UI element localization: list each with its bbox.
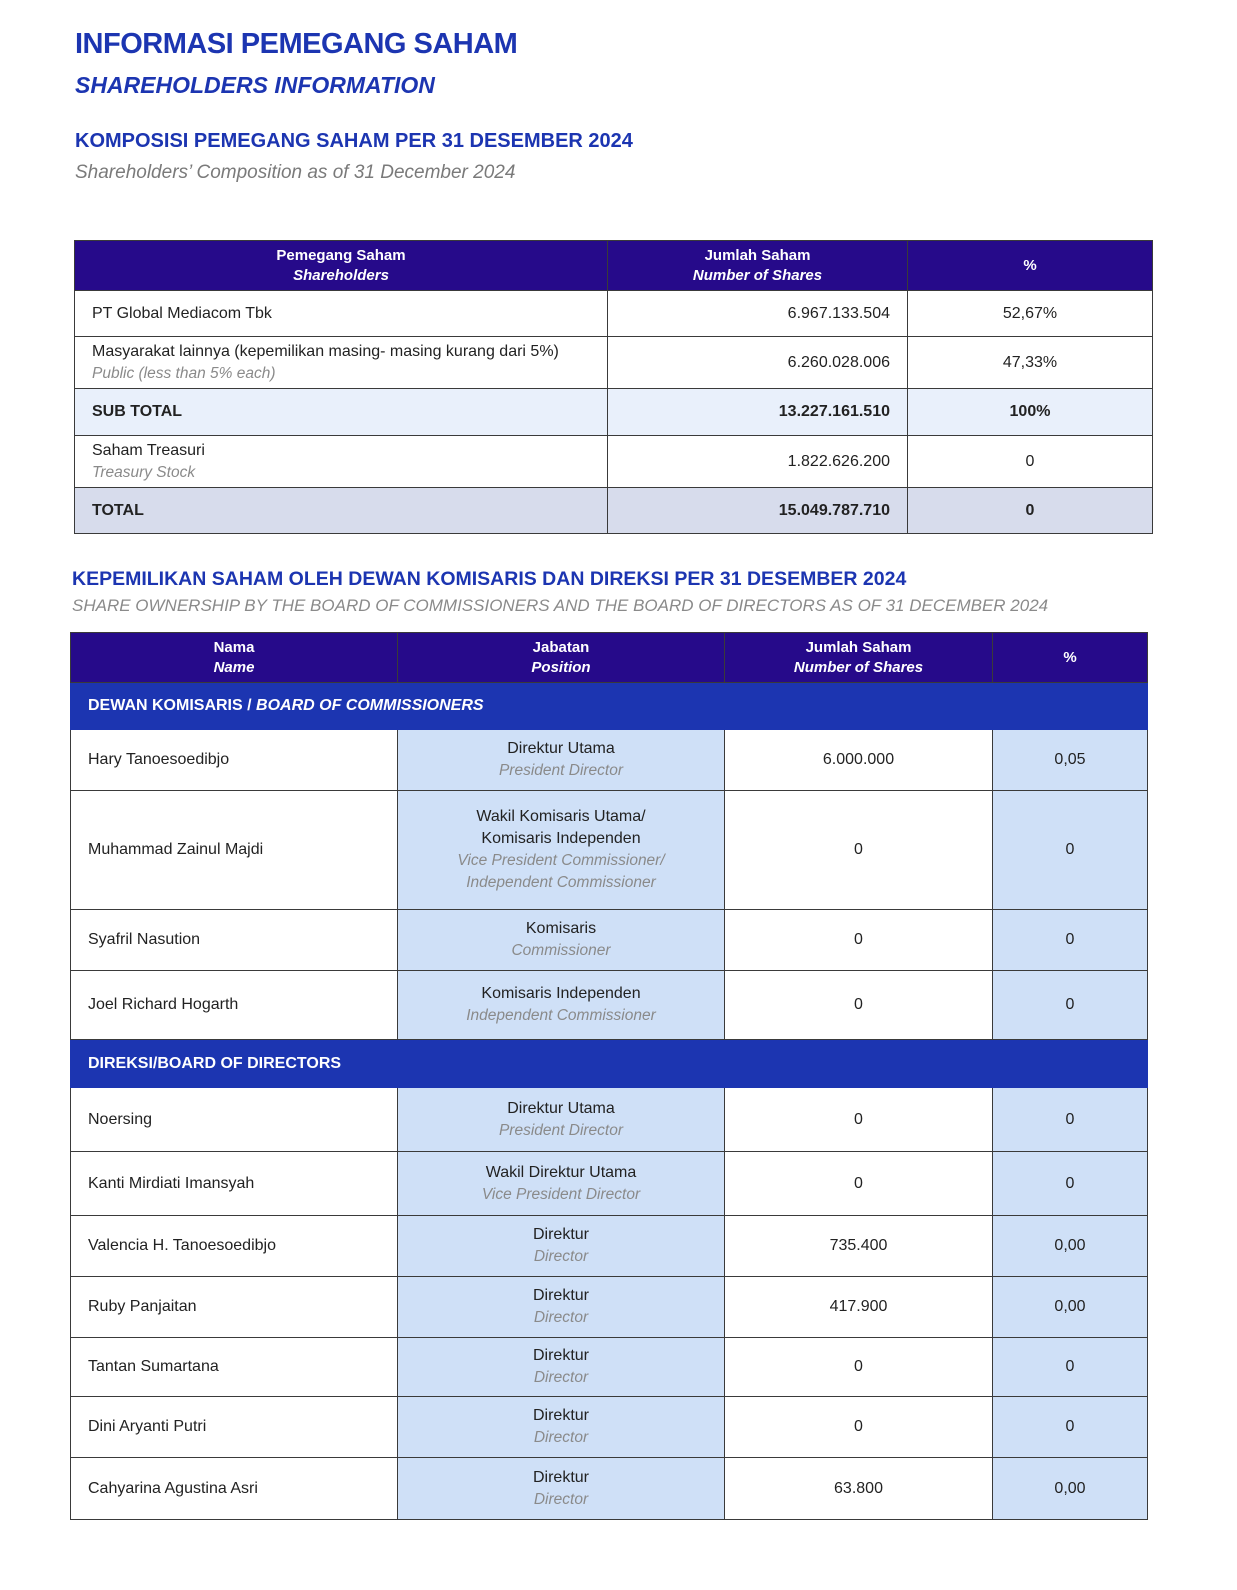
holder-name: PT Global Mediacom Tbk	[75, 291, 608, 337]
person-pct: 0,00	[993, 1458, 1148, 1520]
person-shares: 6.000.000	[725, 730, 993, 791]
composition-table	[74, 240, 1153, 534]
table-row	[71, 1216, 1148, 1277]
person-pct: 0	[993, 1338, 1148, 1397]
col-header-shares: Jumlah Saham Number of Shares	[608, 241, 908, 291]
total-row	[75, 488, 1153, 534]
person-pct: 0	[993, 1152, 1148, 1216]
person-shares: 0	[725, 1152, 993, 1216]
holder-name: Saham Treasuri Treasury Stock	[75, 436, 608, 488]
table-row	[71, 1088, 1148, 1152]
col-header-pct: %	[908, 241, 1153, 291]
holder-shares: 6.260.028.006	[608, 337, 908, 389]
person-name: Muhammad Zainul Majdi	[71, 791, 398, 910]
subtotal-row	[75, 389, 1153, 436]
ownership-subtitle: SHARE OWNERSHIP BY THE BOARD OF COMMISSIONERS AND THE BOARD OF DIRECTORS AS OF 31 DECEMBER 2024	[72, 596, 1049, 615]
table-row	[71, 1397, 1148, 1458]
table-row	[71, 1338, 1148, 1397]
ownership-title: KEPEMILIKAN SAHAM OLEH DEWAN KOMISARIS DAN DIREKSI PER 31 DESEMBER 2024	[72, 568, 907, 590]
person-position: Direktur Director	[398, 1216, 725, 1277]
col-header-holder: Pemegang Saham Shareholders	[75, 241, 608, 291]
page-title: INFORMASI PEMEGANG SAHAM	[75, 28, 518, 60]
holder-shares: 1.822.626.200	[608, 436, 908, 488]
col-header-name: Nama Name	[71, 633, 398, 683]
person-pct: 0	[993, 1088, 1148, 1152]
person-name: Joel Richard Hogarth	[71, 971, 398, 1040]
person-position: Direktur Utama President Director	[398, 1088, 725, 1152]
person-name: Syafril Nasution	[71, 910, 398, 971]
person-position: Direktur Utama President Director	[398, 730, 725, 791]
holder-pct: 100%	[908, 389, 1153, 436]
person-pct: 0	[993, 971, 1148, 1040]
page-subtitle: SHAREHOLDERS INFORMATION	[75, 72, 435, 98]
holder-shares: 13.227.161.510	[608, 389, 908, 436]
table-row	[71, 971, 1148, 1040]
person-name: Tantan Sumartana	[71, 1338, 398, 1397]
holder-pct: 0	[908, 436, 1153, 488]
composition-title: KOMPOSISI PEMEGANG SAHAM PER 31 DESEMBER 2024	[75, 130, 633, 152]
group-row-commissioners	[71, 683, 1148, 730]
person-shares: 0	[725, 910, 993, 971]
person-name: Dini Aryanti Putri	[71, 1397, 398, 1458]
group-row-directors	[71, 1040, 1148, 1088]
person-pct: 0	[993, 1397, 1148, 1458]
person-shares: 0	[725, 1088, 993, 1152]
person-shares: 735.400	[725, 1216, 993, 1277]
group-label: DIREKSI/BOARD OF DIRECTORS	[71, 1040, 1148, 1088]
holder-name: SUB TOTAL	[75, 389, 608, 436]
table-row	[75, 337, 1153, 389]
person-position: Komisaris Independen Independent Commissioner	[398, 971, 725, 1040]
person-position: Wakil Komisaris Utama/ Komisaris Independen Vice President Commissioner/ Independent Commissioner	[398, 791, 725, 910]
holder-shares: 15.049.787.710	[608, 488, 908, 534]
person-shares: 417.900	[725, 1277, 993, 1338]
holder-name: Masyarakat lainnya (kepemilikan masing- masing kurang dari 5%) Public (less than 5% each)	[75, 337, 608, 389]
table-row	[71, 910, 1148, 971]
person-name: Valencia H. Tanoesoedibjo	[71, 1216, 398, 1277]
person-position: Direktur Director	[398, 1397, 725, 1458]
person-shares: 0	[725, 971, 993, 1040]
person-pct: 0,00	[993, 1277, 1148, 1338]
table-row	[71, 730, 1148, 791]
person-position: Wakil Direktur Utama Vice President Director	[398, 1152, 725, 1216]
person-pct: 0,00	[993, 1216, 1148, 1277]
table-row	[71, 791, 1148, 910]
holder-pct: 52,67%	[908, 291, 1153, 337]
holder-name: TOTAL	[75, 488, 608, 534]
person-shares: 0	[725, 1338, 993, 1397]
person-position: Komisaris Commissioner	[398, 910, 725, 971]
col-header-shares: Jumlah Saham Number of Shares	[725, 633, 993, 683]
person-shares: 63.800	[725, 1458, 993, 1520]
person-shares: 0	[725, 791, 993, 910]
person-position: Direktur Director	[398, 1458, 725, 1520]
person-name: Kanti Mirdiati Imansyah	[71, 1152, 398, 1216]
table-row	[75, 291, 1153, 337]
table-row	[75, 436, 1153, 488]
col-header-position: Jabatan Position	[398, 633, 725, 683]
person-position: Direktur Director	[398, 1338, 725, 1397]
group-label: DEWAN KOMISARIS / BOARD OF COMMISSIONERS	[71, 683, 1148, 730]
person-name: Ruby Panjaitan	[71, 1277, 398, 1338]
holder-pct: 0	[908, 488, 1153, 534]
person-shares: 0	[725, 1397, 993, 1458]
holder-shares: 6.967.133.504	[608, 291, 908, 337]
person-pct: 0	[993, 910, 1148, 971]
table-row	[71, 1152, 1148, 1216]
col-header-pct: %	[993, 633, 1148, 683]
person-position: Direktur Director	[398, 1277, 725, 1338]
composition-subtitle: Shareholders’ Composition as of 31 December 2024	[75, 162, 516, 183]
person-pct: 0	[993, 791, 1148, 910]
table-row	[71, 1458, 1148, 1520]
person-name: Cahyarina Agustina Asri	[71, 1458, 398, 1520]
person-pct: 0,05	[993, 730, 1148, 791]
holder-pct: 47,33%	[908, 337, 1153, 389]
ownership-table	[70, 632, 1148, 1520]
person-name: Noersing	[71, 1088, 398, 1152]
table-row	[71, 1277, 1148, 1338]
person-name: Hary Tanoesoedibjo	[71, 730, 398, 791]
